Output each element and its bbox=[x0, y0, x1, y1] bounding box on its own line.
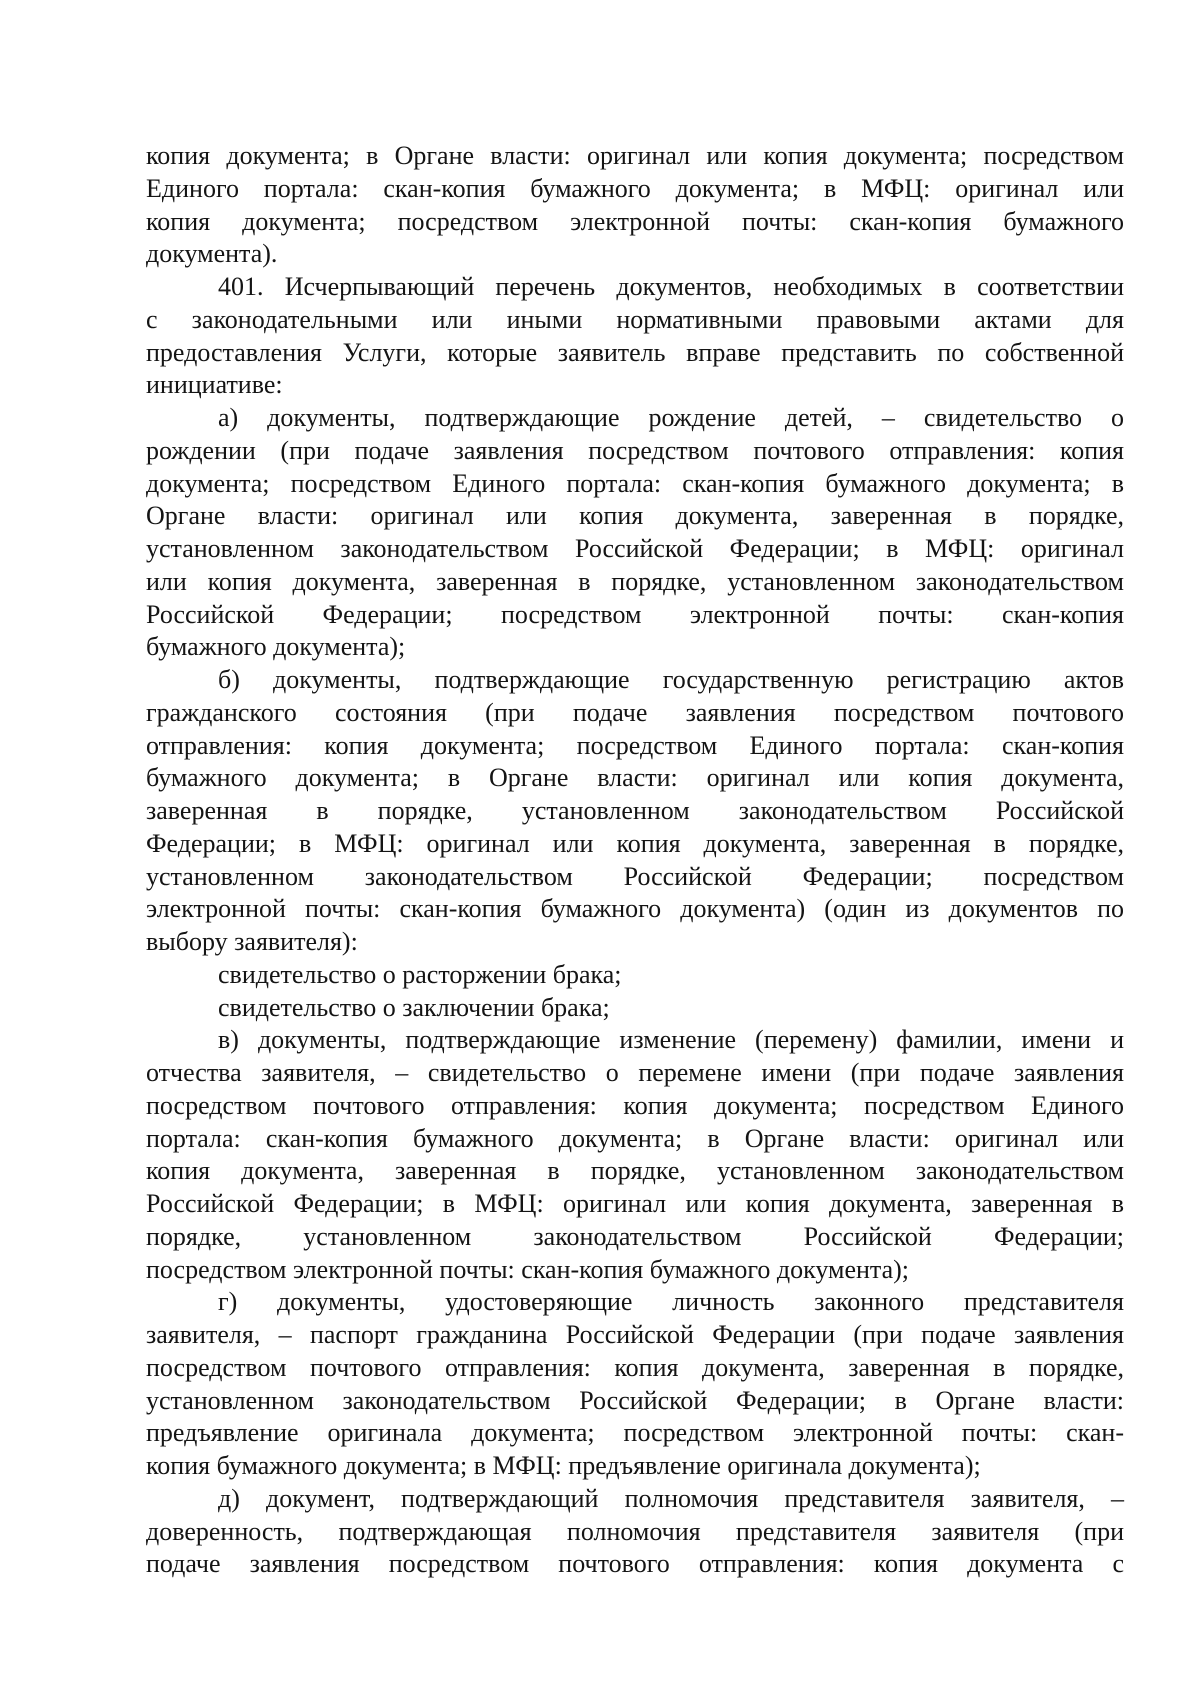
text-line: Российской Федерации; посредством электронной почты: скан-копия bbox=[146, 599, 1124, 629]
text-line: Единого портала: скан-копия бумажного документа; в МФЦ: оригинал или bbox=[146, 173, 1124, 203]
text-line: отправления: копия документа; посредством Единого портала: скан-копия bbox=[146, 730, 1124, 760]
text-line: заявителя, – паспорт гражданина Российской Федерации (при подаче заявления bbox=[146, 1320, 1124, 1349]
text-line: предъявление оригинала документа; посредством электронной почты: скан- bbox=[146, 1418, 1124, 1448]
text-line: копия документа; в Органе власти: оригинал или копия документа; посредством bbox=[146, 141, 1124, 170]
text-line: свидетельство о расторжении брака; bbox=[218, 959, 622, 989]
text-line: доверенность, подтверждающая полномочия представителя заявителя (при bbox=[146, 1516, 1124, 1546]
text-line: копия бумажного документа; в МФЦ: предъявление оригинала документа); bbox=[146, 1451, 981, 1480]
text-line: установленном законодательством Российской Федерации; в МФЦ: оригинал bbox=[146, 534, 1124, 563]
text-line: Федерации; в МФЦ: оригинал или копия документа, заверенная в порядке, bbox=[146, 828, 1124, 858]
text-line: посредством почтового отправления: копия документа, заверенная в порядке, bbox=[146, 1352, 1124, 1382]
text-line: портала: скан-копия бумажного документа; в Органе власти: оригинал или bbox=[146, 1123, 1124, 1153]
text-line: копия документа; посредством электронной почты: скан-копия бумажного bbox=[146, 206, 1124, 236]
text-line: документа). bbox=[146, 239, 278, 269]
text-line: инициативе: bbox=[146, 370, 283, 400]
text-line: 401. Исчерпывающий перечень документов, необходимых в соответствии bbox=[218, 272, 1124, 301]
text-line: заверенная в порядке, установленном законодательством Российской bbox=[146, 796, 1124, 825]
text-line: установленном законодательством Российской Федерации; посредством bbox=[146, 861, 1124, 891]
text-line: б) документы, подтверждающие государственную регистрацию актов bbox=[218, 665, 1124, 694]
text-line: в) документы, подтверждающие изменение (перемену) фамилии, имени и bbox=[218, 1025, 1124, 1055]
text-line: копия документа, заверенная в порядке, установленном законодательством bbox=[146, 1156, 1124, 1186]
text-line: документа; посредством Единого портала: скан-копия бумажного документа; в bbox=[146, 468, 1124, 498]
text-line: гражданского состояния (при подаче заявления посредством почтового bbox=[146, 697, 1124, 727]
text-line: или копия документа, заверенная в порядке, установленном законодательством bbox=[146, 566, 1124, 596]
text-line: установленном законодательством Российской Федерации; в Органе власти: bbox=[146, 1385, 1124, 1415]
text-line: г) документы, удостоверяющие личность законного представителя bbox=[218, 1287, 1124, 1317]
text-line: Органе власти: оригинал или копия документа, заверенная в порядке, bbox=[146, 501, 1124, 531]
text-line: посредством электронной почты: скан-копия бумажного документа); bbox=[146, 1254, 910, 1284]
text-line: Российской Федерации; в МФЦ: оригинал или копия документа, заверенная в bbox=[146, 1189, 1124, 1218]
text-line: бумажного документа); bbox=[146, 632, 406, 662]
text-line: бумажного документа; в Органе власти: оригинал или копия документа, bbox=[146, 763, 1124, 793]
text-line: д) документ, подтверждающий полномочия представителя заявителя, – bbox=[218, 1483, 1124, 1513]
document-page bbox=[146, 140, 1124, 1581]
text-line: отчества заявителя, – свидетельство о перемене имени (при подаче заявления bbox=[146, 1058, 1124, 1087]
text-line: с законодательными или иными нормативными правовыми актами для bbox=[146, 304, 1124, 334]
text-line: рождении (при подаче заявления посредством почтового отправления: копия bbox=[146, 435, 1124, 465]
text-line: а) документы, подтверждающие рождение детей, – свидетельство о bbox=[218, 403, 1124, 432]
text-line: свидетельство о заключении брака; bbox=[218, 992, 610, 1022]
text-line: электронной почты: скан-копия бумажного документа) (один из документов по bbox=[146, 894, 1124, 924]
text-line: предоставления Услуги, которые заявитель вправе представить по собственной bbox=[146, 337, 1124, 367]
text-line: подаче заявления посредством почтового отправления: копия документа с bbox=[146, 1549, 1124, 1579]
text-line: порядке, установленном законодательством Российской Федерации; bbox=[146, 1221, 1124, 1251]
text-line: выбору заявителя): bbox=[146, 927, 358, 956]
text-line: посредством почтового отправления: копия документа; посредством Единого bbox=[146, 1090, 1124, 1120]
